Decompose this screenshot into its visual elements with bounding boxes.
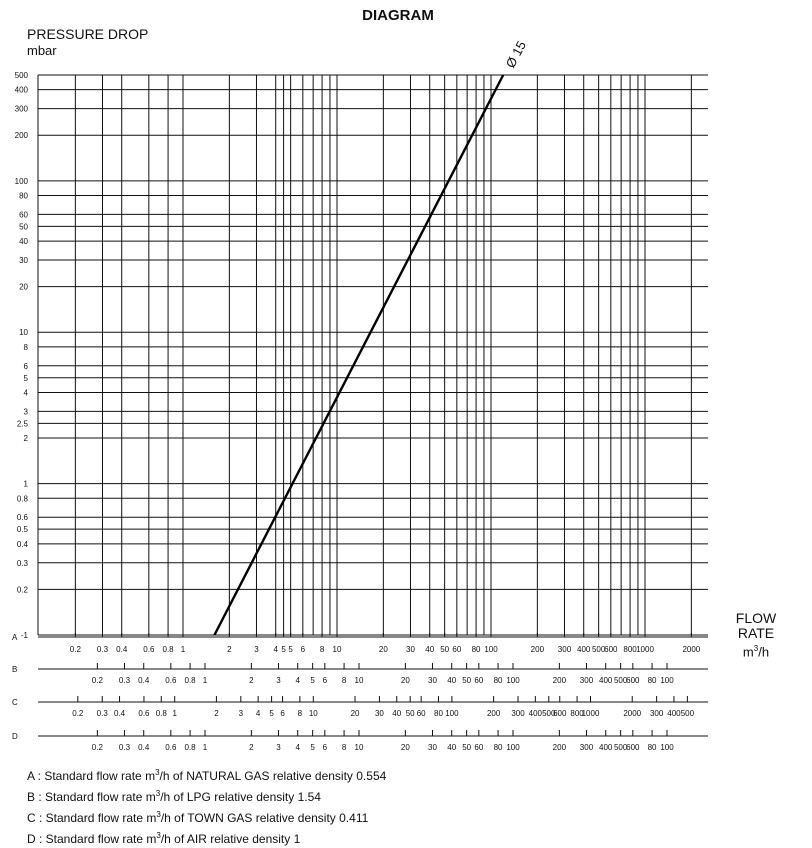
- scale-tick-label: 80: [647, 676, 657, 685]
- y-tick-label: 300: [14, 104, 28, 114]
- scale-tick-label: 600: [604, 645, 618, 654]
- scale-tick-label: 600: [553, 709, 567, 718]
- scale-tick-label: 3: [254, 645, 259, 654]
- scale-tick-label: 30: [406, 645, 415, 654]
- legend-text: B : Standard flow rate m: [27, 790, 156, 804]
- legend-text: /h of LPG relative density 1.54: [160, 790, 321, 804]
- y-tick-label: 0.8: [16, 494, 28, 504]
- scale-tick-label: 500: [613, 743, 628, 752]
- y-tick-label: 0.2: [16, 585, 28, 595]
- legend-exp: 3: [156, 831, 161, 840]
- scale-tick-label: 1: [202, 743, 208, 752]
- scale-tick-label: 4: [295, 743, 300, 752]
- scale-tick-label: 0.2: [69, 645, 81, 654]
- legend-text: /h of TOWN GAS relative density 0.411: [160, 811, 369, 825]
- scale-tick-label: 0.3: [96, 709, 108, 718]
- scale-tick-label: 100: [445, 709, 459, 718]
- scale-tick-label: 80: [471, 645, 481, 654]
- scale-tick-label: 30: [428, 743, 437, 752]
- scale-tick-label: 50: [405, 709, 415, 718]
- legend-exp: 3: [156, 810, 161, 819]
- y-tick-label: 20: [19, 282, 28, 292]
- scale-tick-label: 0.6: [138, 709, 150, 718]
- scale-tick-label: 300: [557, 645, 572, 654]
- scale-tick-label: 500: [680, 709, 695, 718]
- scale-key: B: [12, 665, 18, 674]
- scale-tick-label: 20: [400, 743, 410, 752]
- scale-tick-label: 8: [341, 743, 347, 752]
- y-tick-label: -1: [20, 631, 28, 640]
- scale-tick-label: 4: [273, 645, 278, 654]
- scale-tick-label: 2000: [682, 645, 701, 654]
- y-tick-label: 6: [23, 361, 28, 371]
- scale-tick-label: 10: [308, 709, 318, 718]
- scale-tick-label: 600: [626, 743, 640, 752]
- scale-tick-label: 0.4: [113, 709, 126, 718]
- scale-key: D: [12, 732, 18, 741]
- scale-tick-label: 80: [493, 743, 503, 752]
- scale-tick-label: 8: [341, 676, 347, 685]
- y-tick-label: 0.6: [16, 513, 28, 523]
- scale-tick-label: 300: [579, 676, 594, 685]
- scale-tick-label: 0.2: [91, 676, 103, 685]
- scale-tick-label: 1000: [636, 645, 654, 654]
- y-tick-label: 4: [23, 388, 28, 398]
- scale-tick-label: 600: [626, 676, 640, 685]
- scale-tick-label: 6: [322, 676, 328, 685]
- scale-tick-label: 400: [599, 743, 613, 752]
- scale-tick-label: 0.6: [165, 743, 177, 752]
- x-axis-unit-exp: 3: [753, 644, 759, 653]
- scale-tick-label: 0.4: [138, 676, 150, 685]
- scale-tick-label: 50: [462, 743, 472, 752]
- scale-tick-label: 0.8: [184, 743, 196, 752]
- scale-tick-label: 0.8: [184, 676, 196, 685]
- scale-tick-label: 0.2: [91, 743, 103, 752]
- chart-title: DIAGRAM: [362, 7, 434, 24]
- y-tick-labels: [15, 71, 29, 640]
- scale-tick-label: 30: [428, 676, 437, 685]
- scale-tick-label: 5: [310, 676, 315, 685]
- scale-tick-label: 100: [506, 676, 520, 685]
- y-tick-label: 30: [19, 255, 28, 265]
- scale-tick-label: 4: [295, 676, 300, 685]
- y-axis-unit: mbar: [27, 43, 57, 58]
- y-tick-label: 0.3: [16, 558, 28, 568]
- scale-tick-label: 1000: [581, 709, 600, 718]
- scale-tick-label: 100: [506, 743, 520, 752]
- y-tick-label: 10: [19, 328, 28, 338]
- grid: [38, 75, 708, 635]
- scale-tick-label: 2: [227, 645, 232, 654]
- scale-tick-label: 40: [392, 709, 402, 718]
- x-axis-label-text: FLOW RATE: [735, 610, 777, 641]
- scale-tick-label: 50: [462, 676, 472, 685]
- scale-tick-label: 800: [570, 709, 584, 718]
- legend-exp: 3: [155, 768, 160, 777]
- scale-tick-label: 6: [280, 709, 285, 718]
- scale-tick-label: 60: [474, 676, 484, 685]
- y-tick-label: 3: [23, 407, 28, 417]
- y-tick-label: 2.5: [16, 419, 28, 429]
- scale-tick-label: 50: [440, 645, 450, 654]
- scale-tick-label: 60: [416, 709, 426, 718]
- legend-item-a: [27, 764, 386, 785]
- y-tick-label: 0.5: [16, 525, 28, 535]
- scale-tick-label: 60: [474, 743, 484, 752]
- scale-tick-label: 1: [172, 709, 177, 718]
- scale-tick-label: 3: [238, 709, 244, 718]
- legend-text: D : Standard flow rate m: [27, 832, 157, 846]
- scale-tick-label: 300: [579, 743, 594, 752]
- scale-tick-label: 3: [276, 743, 281, 752]
- legend-item-d: [27, 827, 386, 848]
- legend-item-b: [27, 785, 386, 806]
- scale-tick-label: 20: [378, 645, 388, 654]
- scale-tick-label: 400: [528, 709, 543, 718]
- scale-tick-label: 0.3: [118, 676, 131, 685]
- y-tick-label: 80: [19, 191, 28, 201]
- y-tick-label: 60: [19, 210, 28, 220]
- scale-tick-label: 40: [447, 743, 457, 752]
- legend-text: A : Standard flow rate m: [27, 769, 156, 783]
- scale-tick-label: 4: [255, 709, 261, 718]
- y-tick-label: 2: [23, 434, 28, 444]
- scale-tick-label: 500: [613, 676, 628, 685]
- scale-tick-label: 0.8: [155, 709, 167, 718]
- y-axis-label: PRESSURE DROP: [27, 26, 149, 42]
- series-layer: [214, 38, 529, 635]
- scale-tick-label: 2: [214, 709, 219, 718]
- scale-tick-label: 30: [374, 709, 384, 718]
- y-tick-label: 5: [23, 373, 28, 383]
- scale-tick-label: 6: [322, 743, 328, 752]
- scale-tick-label: 200: [552, 743, 567, 752]
- scale-tick-label: 300: [511, 709, 525, 718]
- scale-tick-label: 8: [297, 709, 303, 718]
- scale-tick-label: 400: [667, 709, 681, 718]
- scale-tick-label: 5: [281, 645, 286, 654]
- scale-tick-label: 100: [660, 743, 674, 752]
- scale-tick-label: 200: [530, 645, 545, 654]
- scale-tick-label: 6: [300, 645, 306, 654]
- scale-tick-label: 20: [400, 676, 410, 685]
- legend-text: /h of AIR relative density 1: [160, 832, 301, 846]
- legend: [27, 764, 386, 848]
- scale-tick-label: 0.3: [118, 743, 131, 752]
- scale-tick-label: 400: [599, 676, 613, 685]
- y-tick-label: 500: [14, 71, 28, 80]
- scale-tick-label: 1: [180, 645, 186, 654]
- scale-tick-label: 0.4: [116, 645, 128, 654]
- scale-tick-label: 40: [425, 645, 435, 654]
- scale-tick-label: 2: [249, 676, 254, 685]
- scale-tick-label: 100: [484, 645, 498, 654]
- scale-tick-label: 0.3: [96, 645, 109, 654]
- flow-rate-scales: [12, 633, 708, 752]
- legend-item-c: [27, 806, 386, 827]
- y-tick-label: 400: [14, 85, 28, 95]
- scale-tick-label: 0.4: [138, 743, 150, 752]
- scale-tick-label: 40: [447, 676, 457, 685]
- scale-tick-label: 0.6: [165, 676, 177, 685]
- y-tick-label: 50: [19, 222, 28, 232]
- scale-tick-label: 3: [276, 676, 281, 685]
- series-label: Ø 15: [502, 38, 530, 71]
- scale-tick-label: 80: [647, 743, 657, 752]
- scale-tick-label: 200: [486, 709, 501, 718]
- scale-tick-label: 5: [310, 743, 315, 752]
- scale-key: A: [12, 633, 18, 642]
- series-line: [214, 75, 503, 635]
- y-tick-label: 0.4: [16, 539, 28, 549]
- legend-exp: 3: [155, 789, 161, 798]
- scale-tick-label: 500: [542, 709, 556, 718]
- legend-text: /h of NATURAL GAS relative density 0.554: [159, 769, 387, 783]
- y-tick-label: 1: [23, 479, 28, 489]
- scale-tick-label: 5: [269, 709, 274, 718]
- y-tick-label: 100: [14, 176, 28, 186]
- y-tick-label: 40: [19, 237, 28, 247]
- y-tick-label: 8: [23, 342, 28, 352]
- scale-tick-label: 0.8: [162, 645, 174, 654]
- scale-tick-label: 60: [452, 645, 462, 654]
- scale-tick-label: 0.6: [143, 645, 155, 654]
- scale-tick-label: 300: [649, 709, 664, 718]
- scale-key: C: [12, 698, 18, 707]
- legend-text: C : Standard flow rate m: [27, 811, 157, 825]
- scale-tick-label: 8: [319, 645, 325, 654]
- scale-tick-label: 10: [354, 676, 364, 685]
- scale-tick-label: 800: [623, 645, 637, 654]
- y-tick-label: 200: [14, 131, 28, 141]
- x-axis-unit-tail: /h: [758, 644, 770, 660]
- scale-tick-label: 10: [332, 645, 342, 654]
- scale-tick-label: 400: [577, 645, 591, 654]
- scale-tick-label: 10: [354, 743, 364, 752]
- scale-tick-label: 1: [202, 676, 208, 685]
- scale-tick-label: 80: [493, 676, 503, 685]
- scale-tick-label: 80: [434, 709, 443, 718]
- scale-tick-label: 100: [660, 676, 674, 685]
- x-axis-unit-base: m: [742, 644, 754, 660]
- scale-tick-label: 500: [591, 645, 606, 654]
- scale-tick-label: 200: [552, 676, 567, 685]
- scale-tick-label: 2000: [623, 709, 642, 718]
- scale-tick-label: 5: [288, 645, 293, 654]
- scale-tick-label: 20: [350, 709, 360, 718]
- scale-tick-label: 0.2: [72, 709, 84, 718]
- scale-tick-label: 2: [249, 743, 254, 752]
